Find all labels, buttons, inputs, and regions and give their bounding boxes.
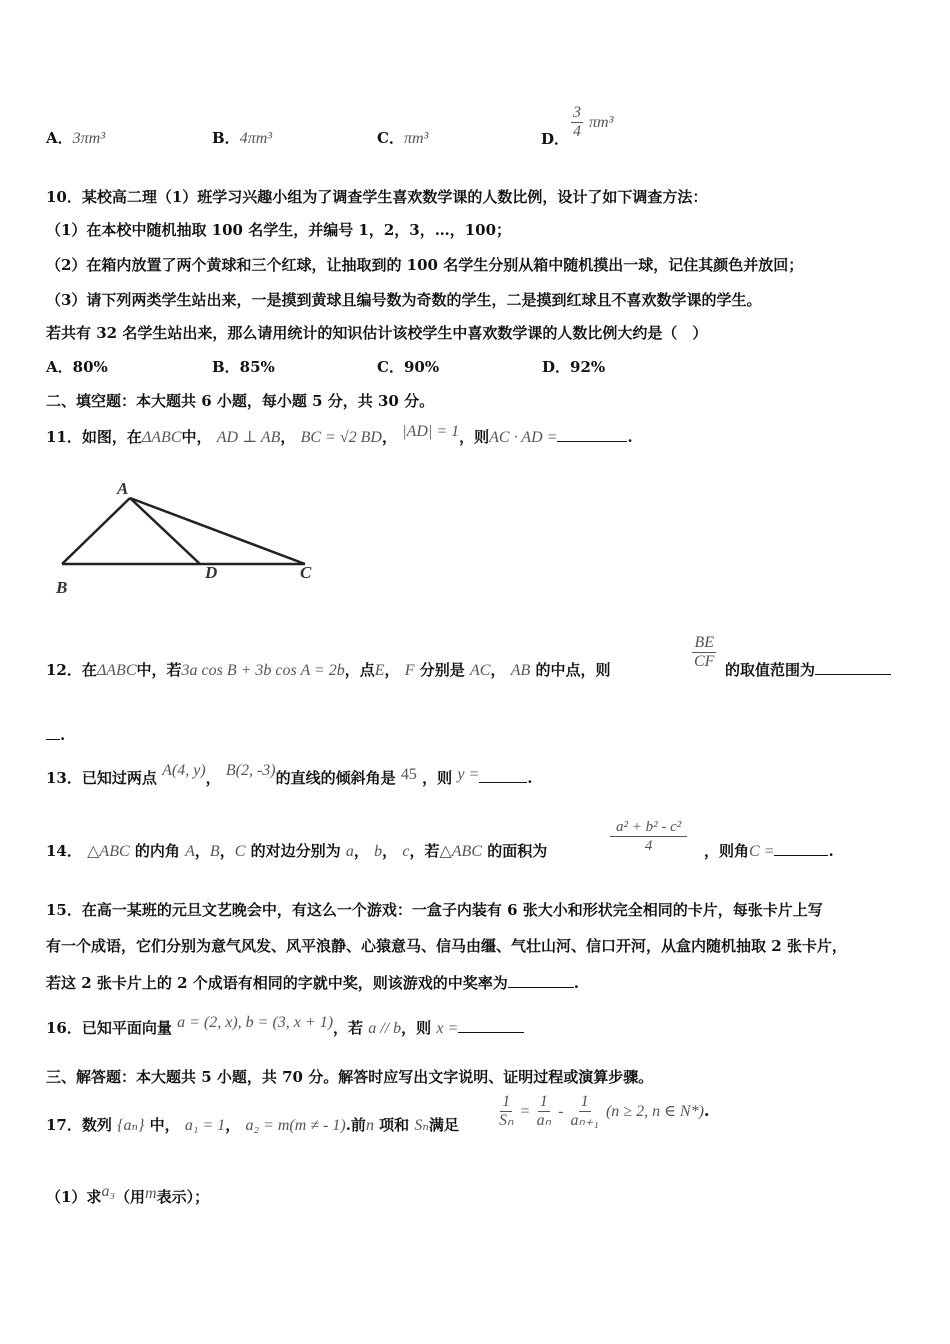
- q15-answer-blank[interactable]: [508, 973, 574, 988]
- segment-ac: [130, 498, 305, 564]
- q15-line2: 有一个成语，它们分别为意气风发、风平浪静、心猿意马、信马由缰、气壮山河、信口开河，从盒内随机抽取 2 张卡片，: [46, 937, 847, 955]
- q12-answer-blank-cont[interactable]: [46, 725, 60, 740]
- q10-option-d: D．92%: [542, 358, 606, 376]
- section-3-heading: 三、解答题：本大题共 5 小题，共 70 分。解答时应写出文字说明、证明过程或演算步骤。: [46, 1068, 654, 1086]
- q9-option-a: A．3πm³: [46, 129, 106, 147]
- q10-step1: （1）在本校中随机抽取 100 名学生，并编号 1，2，3，…，100；: [46, 221, 512, 239]
- q17-formula: $\frac{1}{\text{Sₙ}}$ = $\frac{1}{\text{aₙ}}$ - $\frac{1}{\text{aₙ₊₁}}$ (n ≥ 2, n ∈ N*).: [499, 1093, 710, 1129]
- q12-text: 12．在ΔABC中，若3a cos B + 3b cos A = 2b，点E， F 分别是 AC， AB 的中点，则: [46, 661, 611, 679]
- q9-d-fraction: $\frac{3}{4}$: [573, 104, 581, 140]
- q11-answer-blank[interactable]: [557, 427, 627, 442]
- q10-option-a: A．80%: [46, 358, 108, 376]
- q10-option-b: B．85%: [212, 358, 275, 376]
- segment-ad: [130, 498, 200, 564]
- q14-answer-blank[interactable]: [774, 841, 828, 856]
- q10-step2: （2）在箱内放置了两个黄球和三个红球，让抽取到的 100 名学生分别从箱中随机摸出一球，记住其颜色并放回；: [46, 256, 804, 274]
- q11-text: 11．如图，在ΔABC中， AD ⊥ AB， BC = √2 BD， |AD| = 1，则AC · AD = .: [46, 423, 633, 446]
- label-c: C: [300, 563, 312, 582]
- q14-text: 14． △ABC 的内角 A，B，C 的对边分别为 a， b， c，若△ABC 的面积为: [46, 842, 548, 860]
- label-a: A: [117, 479, 129, 498]
- q12-fraction: $\frac{BE}{CF}$: [694, 634, 715, 670]
- q14-fraction: $\frac{\text{a² + b² - c²}}{4}$: [610, 818, 687, 855]
- triangle-lines: [62, 498, 305, 564]
- q12-tail: 的取值范围为: [725, 660, 891, 680]
- q12-answer-blank[interactable]: [815, 660, 891, 675]
- q17-text: 17．数列 {aₙ} 中， a₁ = 1， a₂ = m(m ≠ - 1).前n 项和 Sₙ满足: [46, 1116, 459, 1134]
- label-b: B: [56, 578, 68, 597]
- q10-step3: （3）请下列两类学生站出来，一是摸到黄球且编号数为奇数的学生，二是摸到红球且不喜欢数学课的学生。: [46, 291, 762, 309]
- q9-option-b: B．4πm³: [212, 129, 273, 147]
- q17-part1: （1）求a₃（用m表示）；: [46, 1183, 210, 1206]
- q12-continuation: .: [46, 725, 65, 745]
- q15-line1: 15．在高一某班的元旦文艺晚会中，有这么一个游戏：一盒子内装有 6 张大小和形状完全相同的卡片，每张卡片上写: [46, 901, 823, 919]
- q16-text: 16．已知平面向量 a = (2, x), b = (3, x + 1)，若 a // b，则 x =: [46, 1018, 524, 1039]
- q15-line3: 若这 2 张卡片上的 2 个成语有相同的字就中奖，则该游戏的中奖率为 .: [46, 974, 580, 992]
- label-d: D: [205, 563, 218, 582]
- q9-option-c: C．πm³: [377, 129, 429, 147]
- q9-options: [46, 126, 906, 156]
- q10-option-c: C．90%: [377, 358, 440, 376]
- section-2-heading: 二、填空题：本大题共 6 小题，每小题 5 分，共 30 分。: [46, 392, 435, 410]
- q10-stem: 10．某校高二理（1）班学习兴趣小组为了调查学生喜欢数学课的人数比例，设计了如下调查方法：: [46, 188, 708, 206]
- q14-tail: ，则角C = .: [704, 842, 834, 860]
- segment-ab: [62, 498, 130, 564]
- q13-text: 13．已知过两点 A(4, y)， B(2, -3)的直线的倾斜角是 45 ，则 y = .: [46, 762, 533, 787]
- q13-answer-blank[interactable]: [479, 768, 527, 783]
- q16-answer-blank[interactable]: [458, 1018, 524, 1033]
- q10-question: 若共有 32 名学生站出来，那么请用统计的知识估计该校学生中喜欢数学课的人数比例大约是（ ）: [46, 324, 708, 342]
- q11-triangle-figure: [50, 478, 330, 603]
